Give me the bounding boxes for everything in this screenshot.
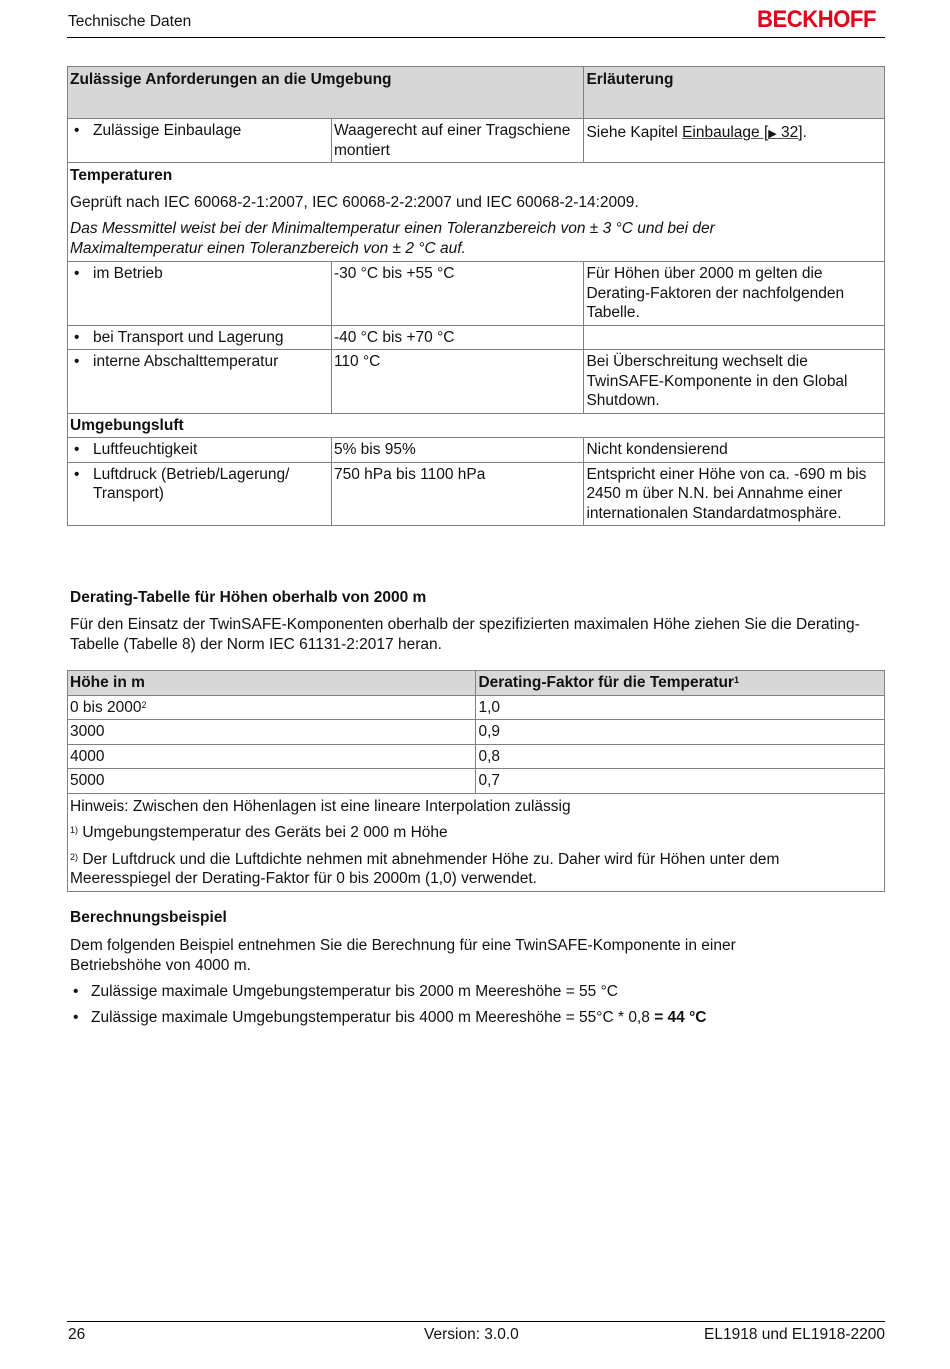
table-row <box>68 119 885 163</box>
table-row <box>68 720 885 745</box>
row-value: 750 hPa bis 1100 hPa <box>331 462 583 526</box>
table-row <box>68 325 885 350</box>
row-note: Für Höhen über 2000 m gelten die Derating-Faktoren der nachfolgenden Tabelle. <box>584 262 885 326</box>
temperature-tolerance-note: Das Messmittel weist bei der Minimaltemperatur einen Toleranzbereich von ± 3 °C und bei der Maximaltemperatur einen Toleranzbereich von ± 2 °C auf. <box>70 220 715 257</box>
factor-cell: 0,9 <box>476 720 885 745</box>
air-heading: Umgebungsluft <box>68 413 885 438</box>
row-note: Entspricht einer Höhe von ca. -690 m bis 2450 m über N.N. bei Annahme einer internationalen Standardatmosphäre. <box>584 462 885 526</box>
col-header-explanation: Erläuterung <box>584 67 885 119</box>
temperature-heading: Temperaturen <box>70 167 173 184</box>
height-cell: 0 bis 2000$^2$ <box>68 695 476 720</box>
row-label: • bei Transport und Lagerung <box>68 325 332 350</box>
environment-table-header <box>68 67 885 119</box>
beckhoff-logo: BECKHOFF <box>757 6 876 33</box>
list-item: • Zulässige maximale Umgebungstemperatur bis 2000 m Meereshöhe = 55 °C <box>73 983 618 1000</box>
row-value: -40 °C bis +70 °C <box>331 325 583 350</box>
derating-intro: Für den Einsatz der TwinSAFE-Komponenten oberhalb der spezifizierten maximalen Höhe ziehen Sie die Derating-Tabelle (Tabelle 8) der Norm IEC 61131-2:2017 heran. <box>70 616 860 653</box>
row-value: 110 °C <box>331 350 583 414</box>
derating-table <box>67 670 885 892</box>
table-row <box>68 744 885 769</box>
row-label: • Zulässige Einbaulage <box>68 119 332 163</box>
footer-rule <box>67 1321 885 1322</box>
derating-notes <box>68 793 885 891</box>
product-name: EL1918 und EL1918-2200 <box>704 1326 885 1343</box>
row-value: -30 °C bis +55 °C <box>331 262 583 326</box>
row-note <box>584 325 885 350</box>
temperature-standards: Geprüft nach IEC 60068-2-1:2007, IEC 60068-2-2:2007 und IEC 60068-2-14:2009. <box>70 193 639 211</box>
page-number: 26 <box>68 1326 86 1343</box>
einbaulage-link[interactable]: Einbaulage [▶ 32] <box>682 124 803 141</box>
col-header-requirements: Zulässige Anforderungen an die Umgebung <box>68 67 584 119</box>
factor-cell: 1,0 <box>476 695 885 720</box>
table-row <box>68 262 885 326</box>
factor-cell: 0,8 <box>476 744 885 769</box>
temperature-section <box>68 163 885 262</box>
col-header-factor: Derating-Faktor für die Temperatur$^1$ <box>476 671 885 696</box>
row-note: Siehe Kapitel Einbaulage [▶ 32]. <box>584 119 885 163</box>
factor-cell: 0,7 <box>476 769 885 794</box>
row-label: • Luftfeuchtigkeit <box>68 438 332 463</box>
row-label: • interne Abschalttemperatur <box>68 350 332 414</box>
header-rule <box>67 37 885 38</box>
arrow-right-icon: ▶ <box>768 128 777 140</box>
col-header-height: Höhe in m <box>68 671 476 696</box>
row-note: Bei Überschreitung wechselt die TwinSAFE-Komponente in den Global Shutdown. <box>584 350 885 414</box>
row-label: • im Betrieb <box>68 262 332 326</box>
table-row <box>68 438 885 463</box>
derating-heading: Derating-Tabelle für Höhen oberhalb von 2000 m <box>70 589 427 606</box>
height-cell: 4000 <box>68 744 476 769</box>
example-intro: Dem folgenden Beispiel entnehmen Sie die Berechnung für eine TwinSAFE-Komponente in einer Betriebshöhe von 4000 m. <box>70 937 736 974</box>
derating-table-header <box>68 671 885 696</box>
height-cell: 5000 <box>68 769 476 794</box>
table-row <box>68 462 885 526</box>
footnote-1: $^{1)}$ Umgebungstemperatur des Geräts bei 2 000 m Höhe <box>70 824 448 841</box>
air-section <box>68 413 885 438</box>
version-label: Version: 3.0.0 <box>424 1326 519 1343</box>
environment-table <box>67 66 885 526</box>
row-value: Waagerecht auf einer Tragschiene montiert <box>331 119 583 163</box>
height-cell: 3000 <box>68 720 476 745</box>
example-heading: Berechnungsbeispiel <box>70 909 227 926</box>
table-row <box>68 769 885 794</box>
row-note: Nicht kondensierend <box>584 438 885 463</box>
table-row <box>68 350 885 414</box>
row-value: 5% bis 95% <box>331 438 583 463</box>
row-label: • Luftdruck (Betrieb/Lagerung/ Transport) <box>68 462 332 526</box>
table-row <box>68 695 885 720</box>
footnote-2: $^{2)}$ Der Luftdruck und die Luftdichte nehmen mit abnehmender Höhe zu. Daher wird für Höhen unter dem Meeresspiegel der Derating-Faktor für 0 bis 2000m (1,0) verwendet. <box>70 850 780 887</box>
header-section-title: Technische Daten <box>68 13 192 30</box>
list-item: • Zulässige maximale Umgebungstemperatur bis 4000 m Meereshöhe = 55°C * 0,8 = 44 °C <box>73 1009 707 1026</box>
interpolation-hint: Hinweis: Zwischen den Höhenlagen ist eine lineare Interpolation zulässig <box>70 797 571 815</box>
